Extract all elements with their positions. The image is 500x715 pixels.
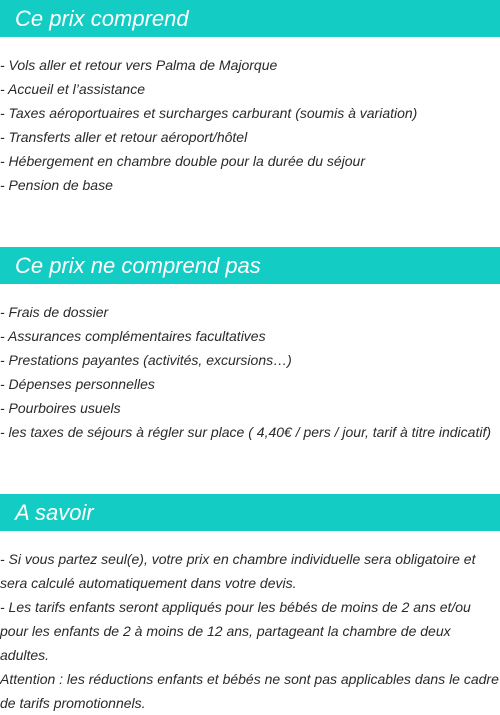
list-item: - Prestations payantes (activités, excursions…) [0, 352, 292, 368]
list-item: - Vols aller et retour vers Palma de Majorque [0, 57, 278, 73]
note-paragraph: - Si vous partez seul(e), votre prix en chambre individuelle sera obligatoire et sera calculé automatiquement dans votre devis. [0, 551, 476, 591]
note-paragraph: - Les tarifs enfants seront appliqués pour les bébés de moins de 2 ans et/ou pour les enfants de 2 à moins de 12 ans, partageant la chambre de deux adultes. [0, 599, 471, 663]
not-included-list [0, 300, 500, 444]
section-header-good-to-know: A savoir [0, 494, 500, 531]
section-header-included: Ce prix comprend [0, 0, 500, 37]
list-item: - Pension de base [0, 177, 113, 193]
list-item: - Accueil et l’assistance [0, 81, 145, 97]
list-item: - Assurances complémentaires facultatives [0, 328, 266, 344]
list-item: - Frais de dossier [0, 304, 109, 320]
section-header-not-included: Ce prix ne comprend pas [0, 247, 500, 284]
list-item: - Pourboires usuels [0, 400, 121, 416]
included-list [0, 53, 500, 197]
list-item: - les taxes de séjours à régler sur place ( 4,40€ / pers / jour, tarif à titre indicatif) [0, 424, 491, 440]
good-to-know-notes [0, 547, 500, 715]
list-item: - Transferts aller et retour aéroport/hôtel [0, 129, 248, 145]
list-item: - Dépenses personnelles [0, 376, 155, 392]
list-item: - Taxes aéroportuaires et surcharges carburant (soumis à variation) [0, 105, 418, 121]
note-paragraph: Attention : les réductions enfants et bébés ne sont pas applicables dans le cadre de tarifs promotionnels. [0, 671, 499, 711]
list-item: - Hébergement en chambre double pour la durée du séjour [0, 153, 366, 169]
